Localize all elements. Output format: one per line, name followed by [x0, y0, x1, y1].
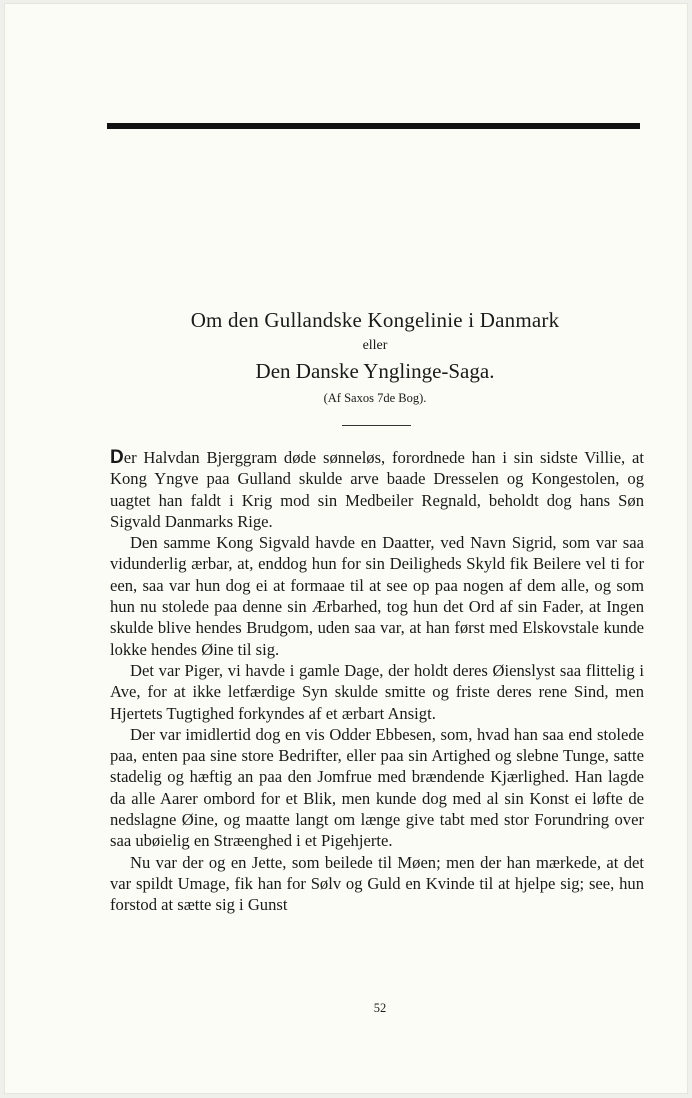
source-note: (Af Saxos 7de Bog).: [323, 391, 427, 405]
title-conjunction: eller: [362, 338, 388, 353]
paragraph-2: Den samme Kong Sigvald havde en Daatter, ved Navn Sigrid, som var saa vidunderlig ærbar, at, enddog hun for sin Deiligheds Skyld fik Beilere vel ti for een, saa var hun dog ei at formaae til at see op paa nogen af dem alle, og som hun nu stolede paa denne sin Ærbarhed, tog hun det Ord af sin Fader, at Ingen skulde blive hendes Brudgom, uden saa var, at han først med Elskovstale kunde lokke hendes Øine til sig.: [110, 533, 644, 659]
paragraph-1: [110, 447, 644, 532]
body-text: [110, 447, 644, 916]
paragraph-3: Det var Piger, vi havde i gamle Dage, der holdt deres Øienslyst saa flittelig i Ave, for at ikke letfærdige Syn skulde smitte og friste deres rene Sind, men Hjertets Tugtighed forkyndes af et ærbart Ansigt.: [110, 660, 644, 723]
drop-cap: D: [110, 447, 124, 468]
page-number: 52: [373, 1001, 387, 1015]
paragraph-5: Nu var der og en Jette, som beilede til Møen; men der han mærkede, at det var spildt Umage, fik han for Sølv og Guld en Kvinde til at hjelpe sig; see, hun forstod at sætte sig i Gunst: [110, 852, 644, 915]
section-divider: [342, 425, 411, 426]
chapter-title: Om den Gullandske Kongelinie i Danmark: [190, 308, 560, 332]
paragraph-4: Der var imidlertid dog en vis Odder Ebbesen, som, hvad han saa end stolede paa, enten paa sine store Bedrifter, eller paa sin Artighed og slebne Tunge, satte stadelig og hæftig an paa den Jomfrue med brændende Kjærlighed. Han lagde da alle Aarer ombord for et Blik, men kunde dog med al sin Konst ei løfte de nedslagne Øine, og maatte langt om længe give tabt med stor Forundring over saa ubøielig en Stræenghed i et Pigehjerte.: [110, 724, 644, 851]
paragraph-1-text: er Halvdan Bjerggram døde sønneløs, forordnede han i sin sidste Villie, at Kong Yngve paa Gulland skulde arve baade Dresselen og Kongestolen, og uagtet han faldt i Krig mod sin Medbeiler Regnald, beholdt dog hans Søn Sigvald Danmarks Rige.: [110, 448, 644, 531]
chapter-subtitle: Den Danske Ynglinge-Saga.: [255, 359, 495, 383]
top-rule: [107, 123, 640, 129]
